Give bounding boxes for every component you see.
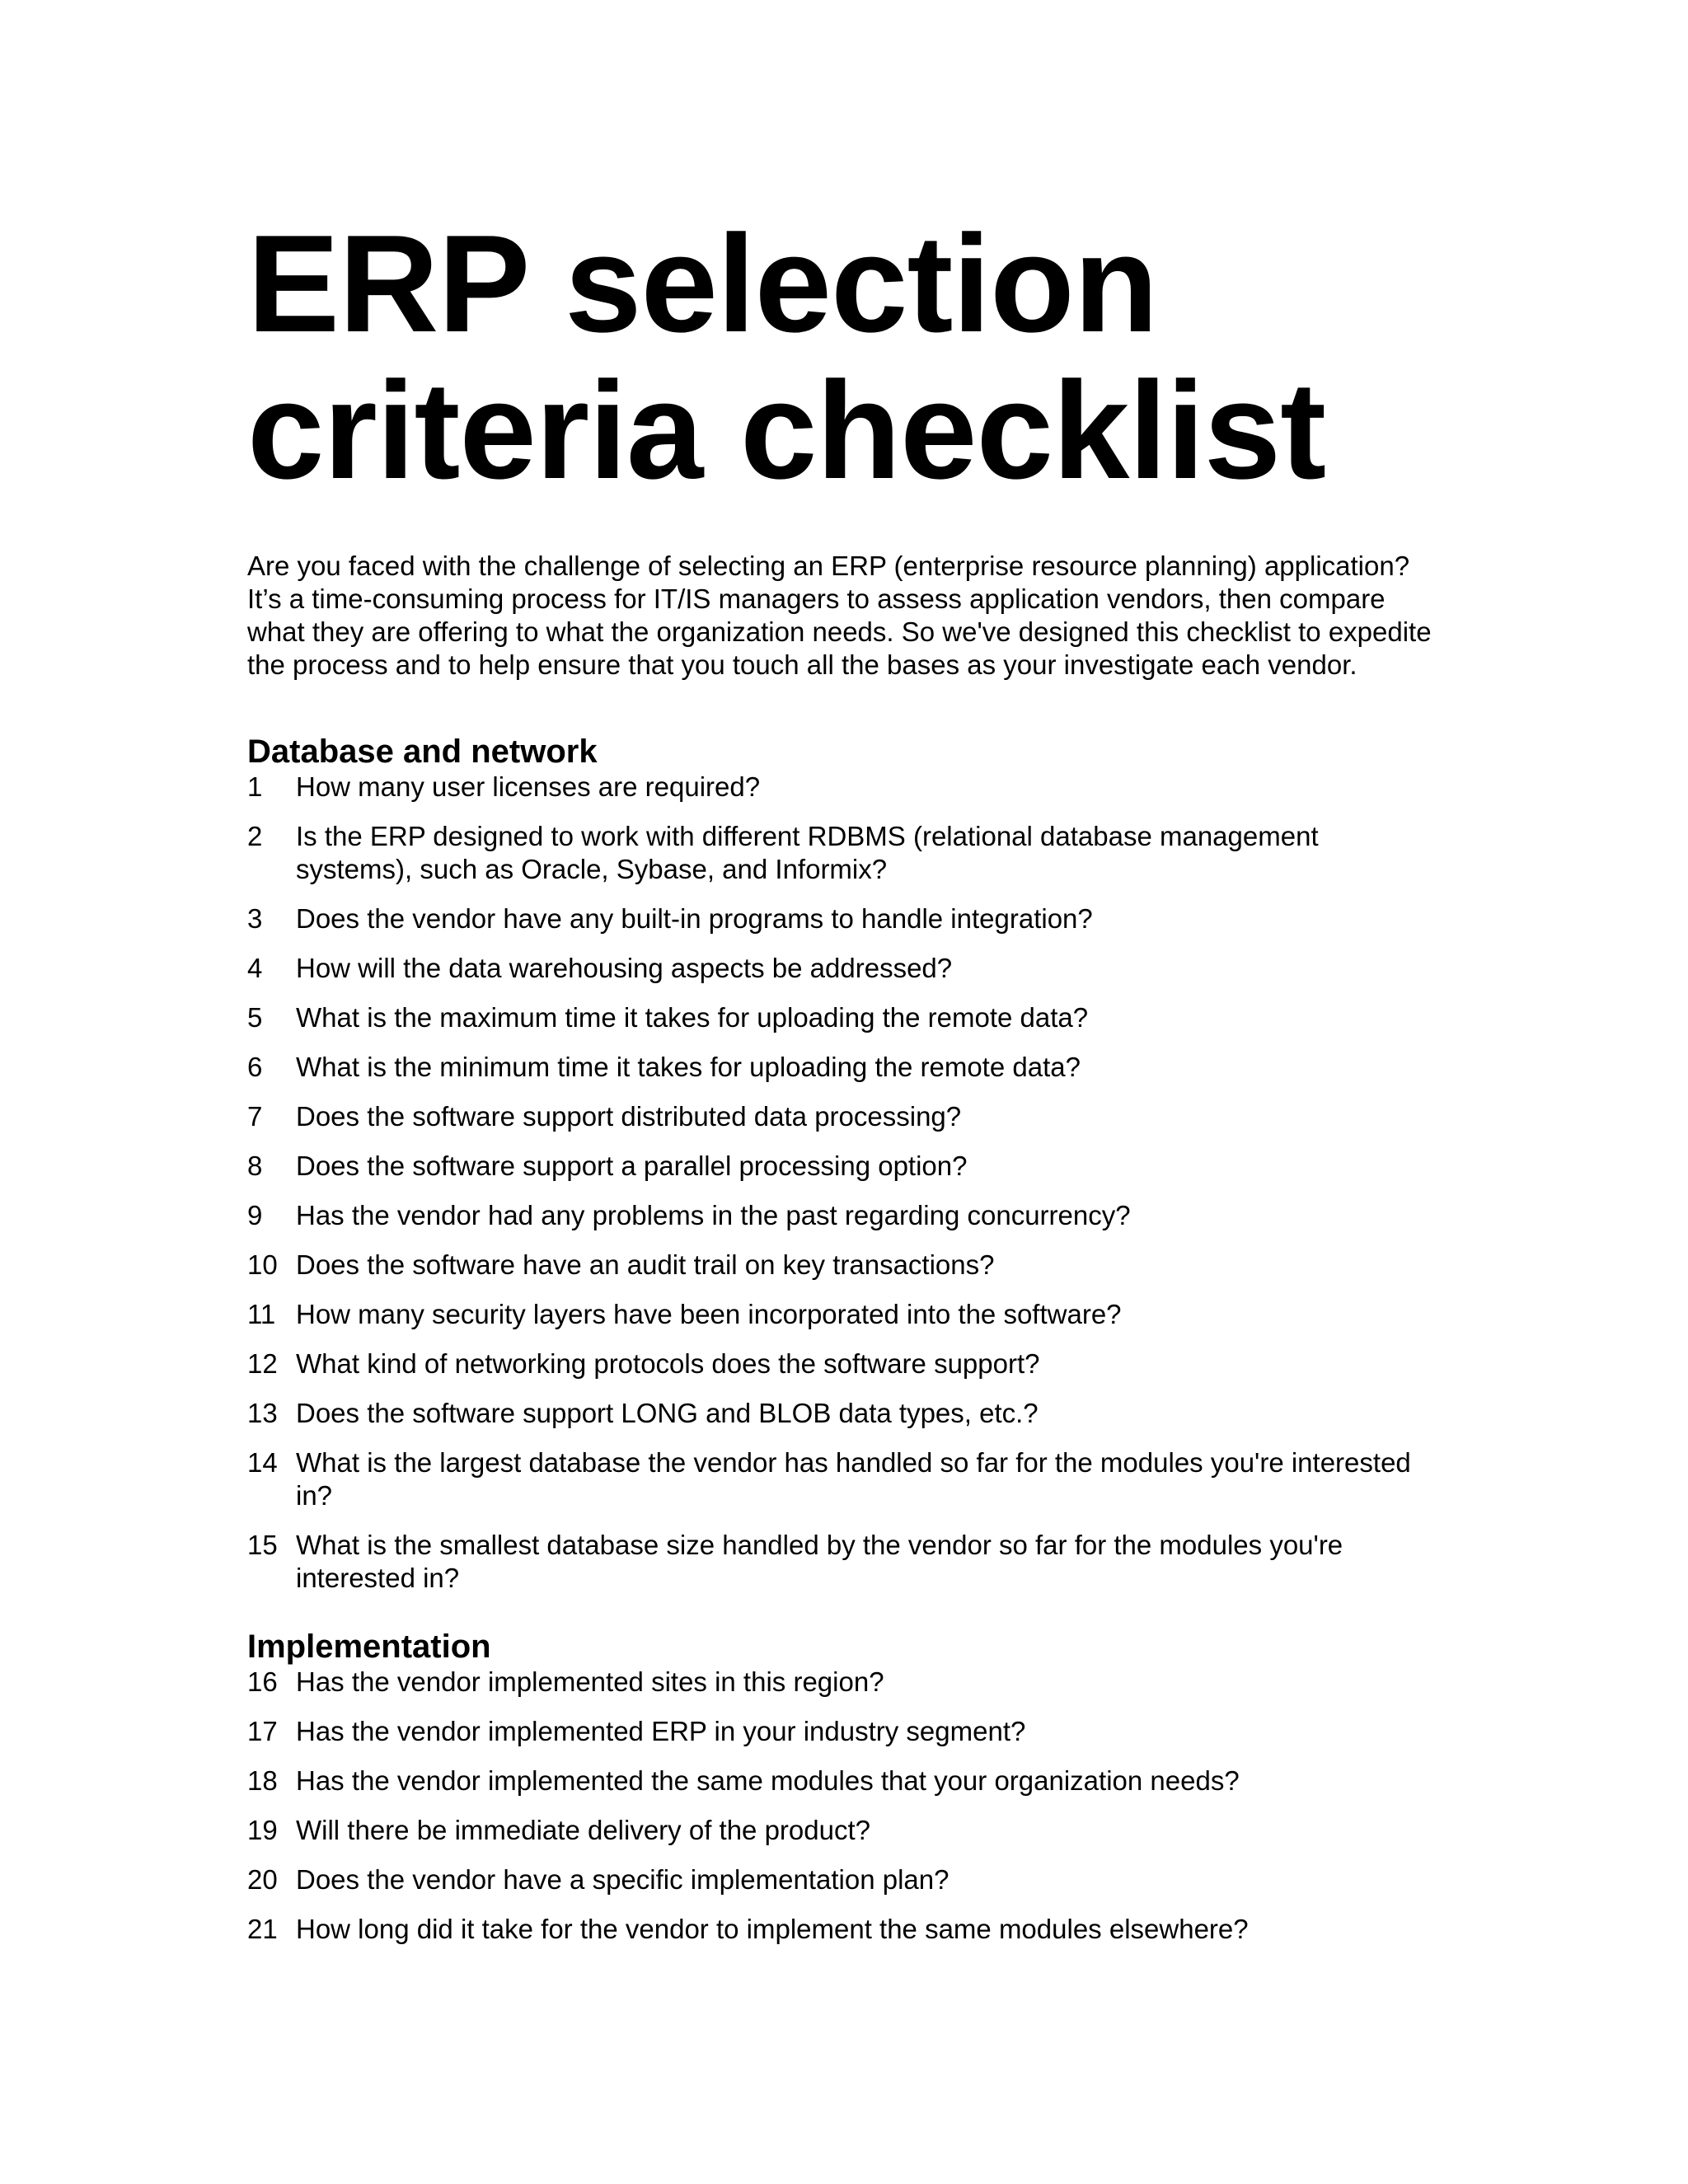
section-heading-database-and-network: Database and network [247, 733, 598, 770]
item-number: 3 [247, 903, 263, 934]
item-number: 7 [247, 1101, 263, 1132]
item-text: Has the vendor had any problems in the past regarding concurrency? [296, 1200, 1131, 1230]
checklist-item [247, 1051, 1442, 1084]
item-number: 4 [247, 953, 263, 983]
item-number: 10 [247, 1249, 278, 1280]
item-text: Has the vendor implemented ERP in your industry segment? [296, 1716, 1026, 1746]
item-text: How will the data warehousing aspects be addressed? [296, 953, 953, 983]
item-number: 13 [247, 1398, 278, 1428]
checklist-item [247, 952, 1442, 985]
item-text: What kind of networking protocols does the software support? [296, 1348, 1040, 1379]
checklist-item [247, 1715, 1442, 1748]
item-number: 21 [247, 1914, 278, 1944]
checklist-item [247, 1913, 1442, 1946]
item-text: What is the smallest database size handled by the vendor so far for the modules you're interested in? [296, 1530, 1343, 1593]
page-content [247, 206, 1442, 1946]
checklist-item [247, 1765, 1442, 1797]
item-text: Does the software support a parallel processing option? [296, 1151, 968, 1181]
item-text: Has the vendor implemented the same modules that your organization needs? [296, 1765, 1240, 1796]
checklist-item [247, 1529, 1442, 1595]
title-line-2: criteria checklist [247, 353, 1326, 508]
checklist-item [247, 1347, 1442, 1380]
item-number: 20 [247, 1864, 278, 1895]
checklist-item [247, 1298, 1442, 1331]
checklist-item [247, 820, 1442, 886]
item-text: What is the maximum time it takes for uploading the remote data? [296, 1002, 1089, 1033]
item-text: What is the minimum time it takes for uploading the remote data? [296, 1052, 1081, 1082]
checklist-item [247, 1814, 1442, 1847]
item-number: 2 [247, 821, 263, 851]
checklist-item [247, 1150, 1442, 1183]
item-text: Will there be immediate delivery of the product? [296, 1815, 870, 1845]
item-number: 8 [247, 1151, 263, 1181]
item-number: 18 [247, 1765, 278, 1796]
checklist-item [247, 1001, 1442, 1034]
item-number: 5 [247, 1002, 263, 1033]
checklist-item [247, 1199, 1442, 1232]
item-number: 15 [247, 1530, 278, 1560]
item-number: 9 [247, 1200, 263, 1230]
checklist-item [247, 1397, 1442, 1430]
item-text: Has the vendor implemented sites in this region? [296, 1666, 884, 1697]
item-number: 11 [247, 1299, 276, 1329]
item-number: 19 [247, 1815, 278, 1845]
item-text: Does the software have an audit trail on key transactions? [296, 1249, 995, 1280]
page-title [247, 206, 1442, 508]
checklist-item [247, 1249, 1442, 1282]
item-text: Does the software support LONG and BLOB data types, etc.? [296, 1398, 1039, 1428]
item-number: 1 [247, 771, 263, 802]
checklist-item [247, 1863, 1442, 1896]
checklist-item [247, 1666, 1442, 1699]
item-number: 16 [247, 1666, 278, 1697]
checklist-item [247, 902, 1442, 935]
item-text: Does the vendor have any built-in programs to handle integration? [296, 903, 1093, 934]
checklist-implementation [247, 1666, 1442, 1946]
checklist-item [247, 1100, 1442, 1133]
item-text: Does the vendor have a specific implementation plan? [296, 1864, 950, 1895]
item-number: 6 [247, 1052, 263, 1082]
item-number: 17 [247, 1716, 278, 1746]
item-text: Does the software support distributed data processing? [296, 1101, 962, 1132]
checklist-item [247, 1446, 1442, 1512]
item-number: 12 [247, 1348, 278, 1379]
item-text: What is the largest database the vendor has handled so far for the modules you're interested in? [296, 1447, 1411, 1511]
title-line-1: ERP selection [247, 206, 1158, 361]
item-text: Is the ERP designed to work with different RDBMS (relational database management systems), such as Oracle, Sybase, and Informix? [296, 821, 1319, 884]
section-heading-implementation: Implementation [247, 1629, 491, 1665]
item-text: How many security layers have been incorporated into the software? [296, 1299, 1122, 1329]
checklist-database-and-network [247, 771, 1442, 1595]
item-text: How long did it take for the vendor to implement the same modules elsewhere? [296, 1914, 1249, 1944]
intro-paragraph: Are you faced with the challenge of selecting an ERP (enterprise resource planning) application? It’s a time-consuming process for IT/IS managers to assess application vendors, then compare what they are offering to what the organization needs. So we've designed this checklist to expedite the process and to help ensure that you touch all the bases as your investigate each vendor. [247, 551, 1432, 680]
checklist-item [247, 771, 1442, 804]
item-text: How many user licenses are required? [296, 771, 761, 802]
item-number: 14 [247, 1447, 278, 1478]
